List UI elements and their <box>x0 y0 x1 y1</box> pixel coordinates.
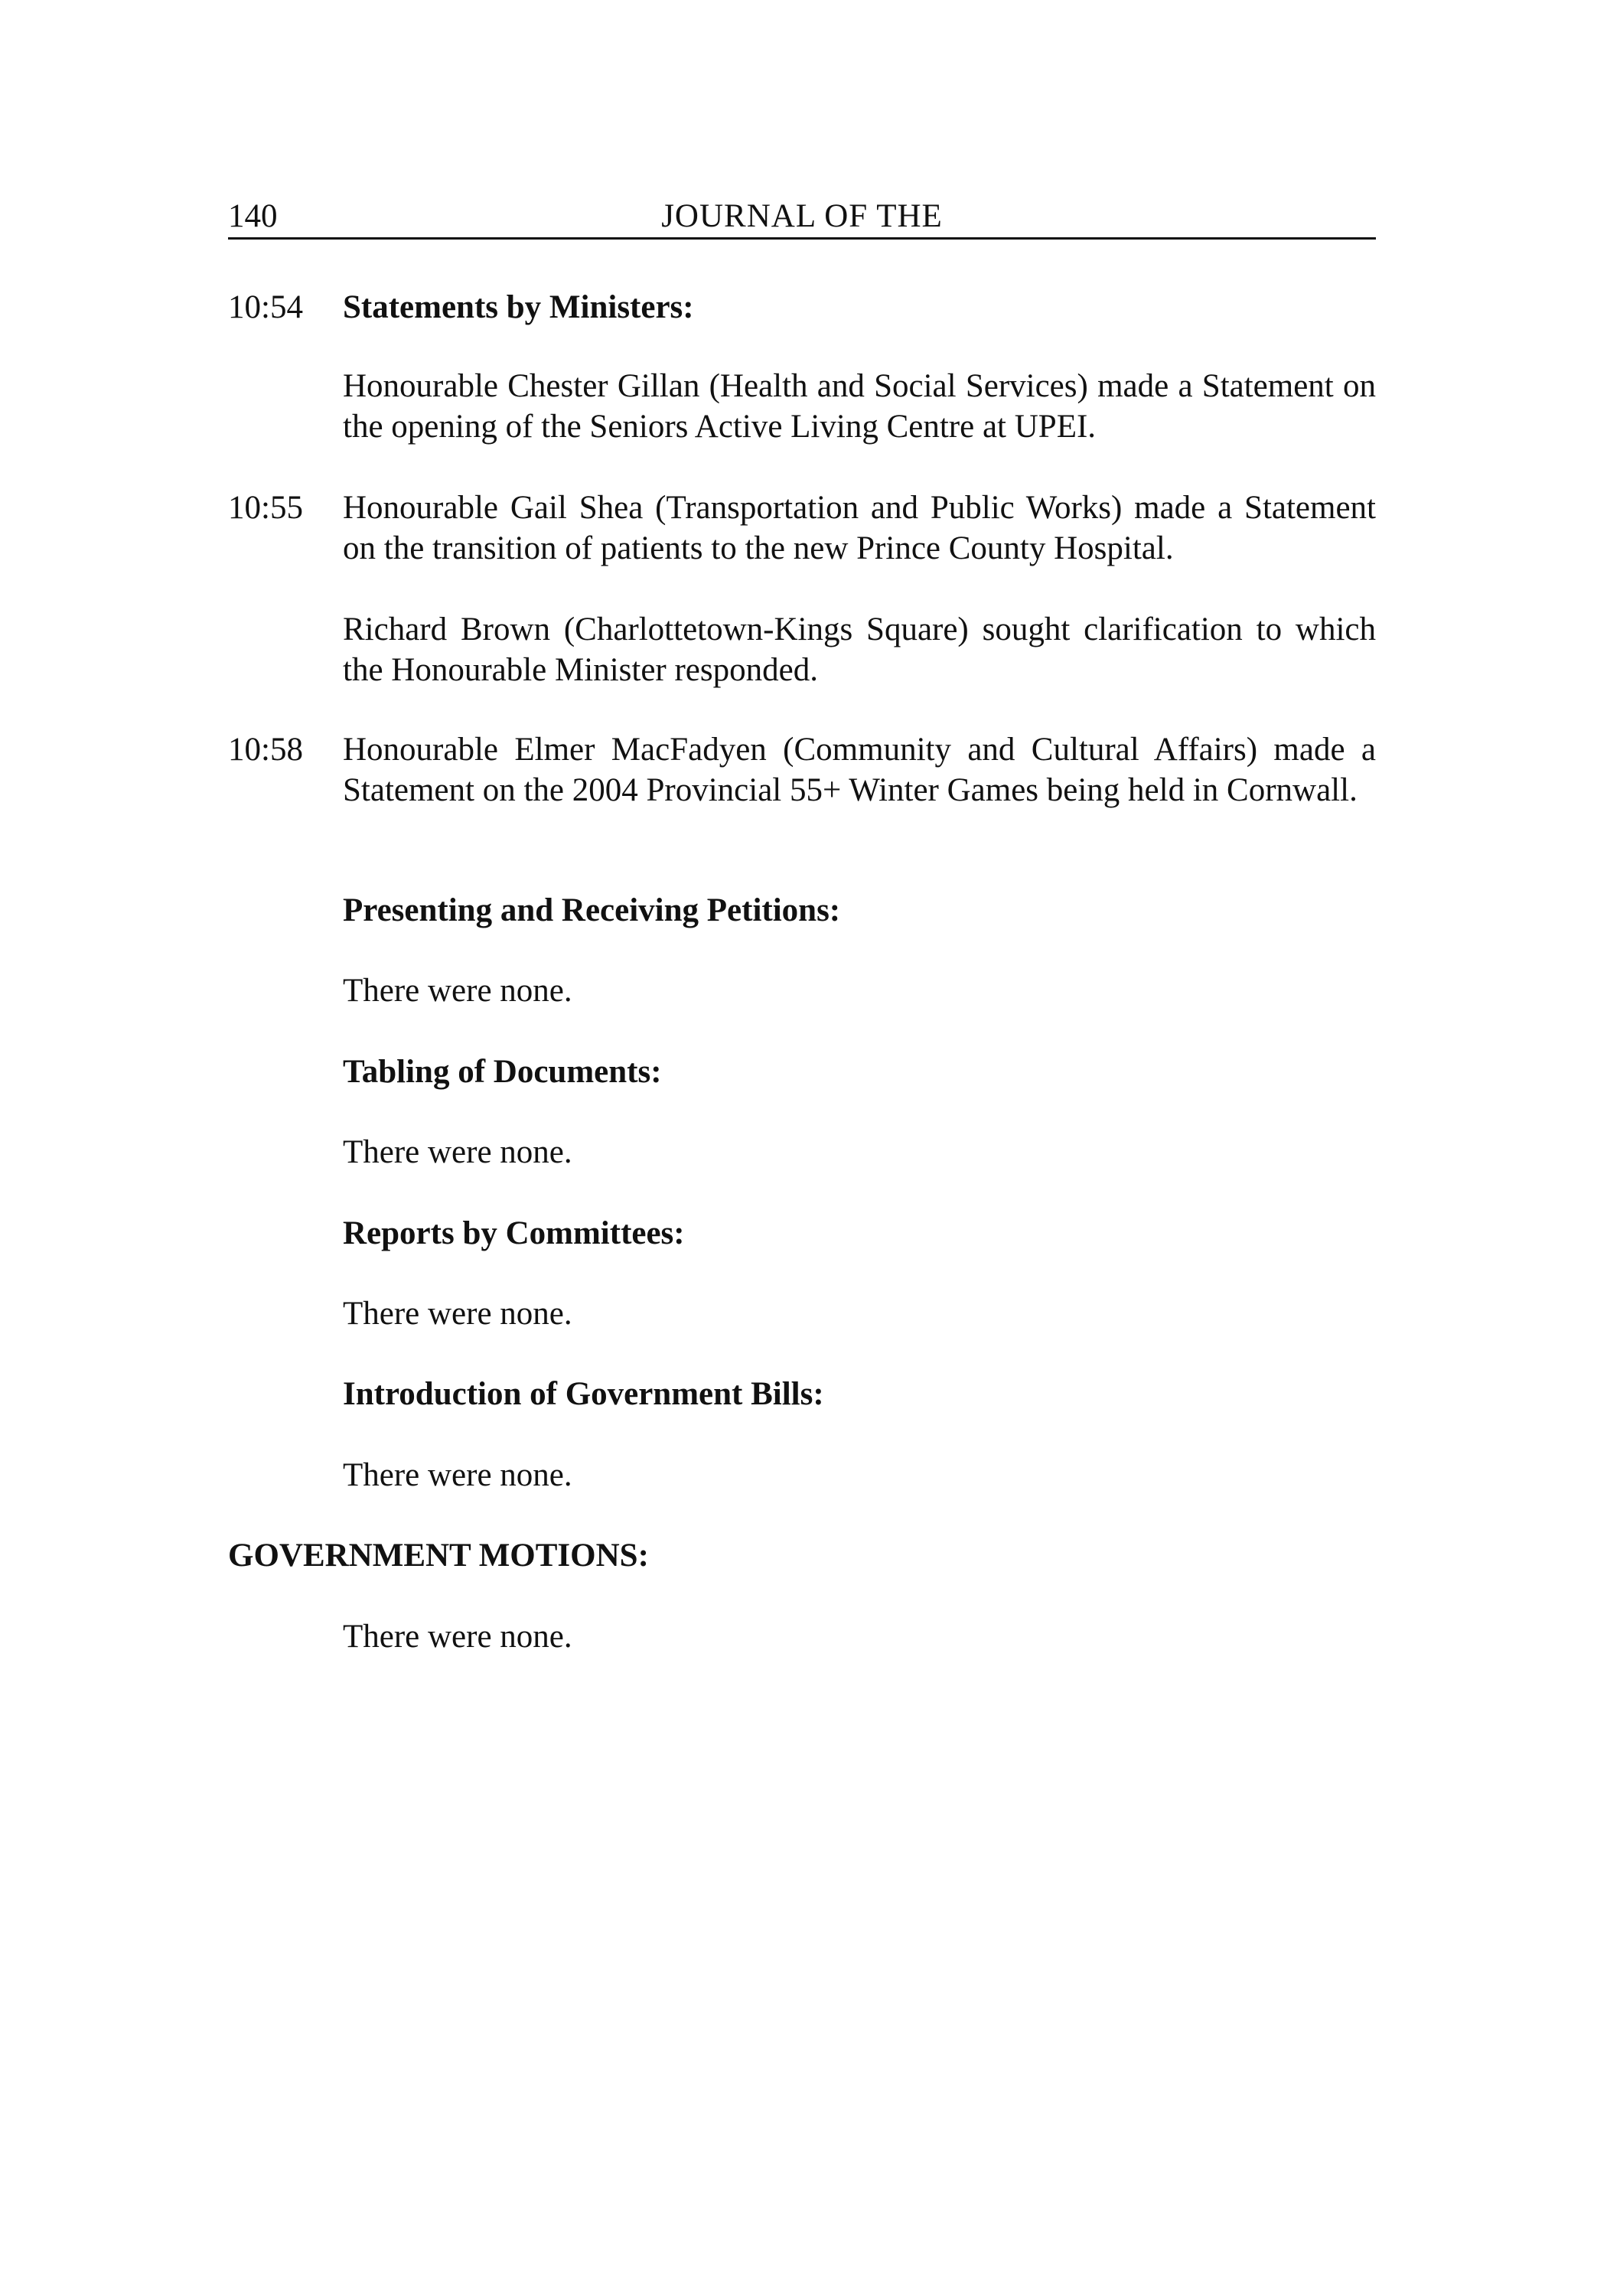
statement-gillan: Honourable Chester Gillan (Health and Social Services) made a Statement on the opening of the Seniors Active Living Centre at UPEI. <box>343 368 1376 445</box>
heading-reports-by-committees: Reports by Committees: <box>343 1215 685 1251</box>
statement-macfadyen: Honourable Elmer MacFadyen (Community and Cultural Affairs) made a Statement on the 2004 Provincial 55+ Winter Games being held in Cornwall. <box>343 732 1376 808</box>
journal-title: JOURNAL OF THE <box>661 198 943 234</box>
statement-brown-clarification: Richard Brown (Charlottetown-Kings Square) sought clarification to which the Honourable Minister responded. <box>343 612 1376 688</box>
heading-introduction-of-government-bills: Introduction of Government Bills: <box>343 1376 824 1412</box>
heading-presenting-receiving-petitions: Presenting and Receiving Petitions: <box>343 892 841 928</box>
tabling-text: There were none. <box>343 1134 572 1170</box>
page-number: 140 <box>228 198 278 234</box>
reports-text: There were none. <box>343 1296 572 1332</box>
heading-government-motions: GOVERNMENT MOTIONS: <box>228 1538 649 1574</box>
heading-tabling-of-documents: Tabling of Documents: <box>343 1054 662 1090</box>
petitions-text: There were none. <box>343 973 572 1009</box>
statement-shea: Honourable Gail Shea (Transportation and Public Works) made a Statement on the transition of patients to the new Prince County Hospital. <box>343 490 1376 566</box>
running-header <box>228 196 1376 240</box>
motions-text: There were none. <box>343 1619 572 1655</box>
heading-statements-by-ministers: Statements by Ministers: <box>343 289 694 325</box>
bills-text: There were none. <box>343 1457 572 1493</box>
time-stamp: 10:54 <box>228 289 303 325</box>
time-stamp: 10:58 <box>228 732 303 768</box>
time-stamp: 10:55 <box>228 490 303 526</box>
